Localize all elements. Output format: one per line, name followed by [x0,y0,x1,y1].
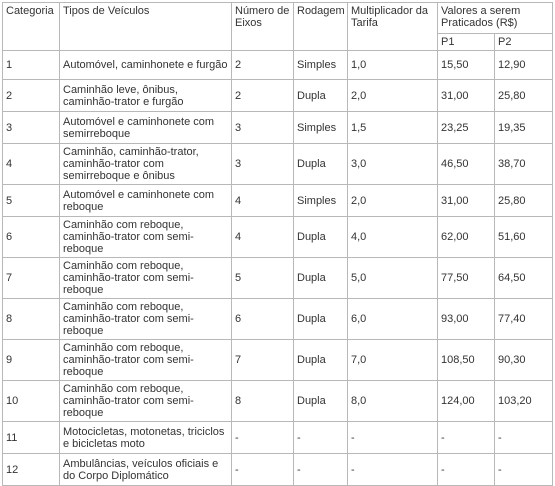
cell-p1: 31,00 [438,80,495,112]
table-row [3,80,553,112]
cell-p1: 108,50 [438,340,495,381]
cell-multiplicador: 4,0 [348,217,438,258]
cell-categoria: 3 [3,112,60,144]
cell-eixos: 3 [232,112,294,144]
cell-categoria: 10 [3,381,60,422]
table-row [3,454,553,486]
cell-tipo: Automóvel, caminhonete e furgão [60,51,232,80]
table-row [3,340,553,381]
cell-multiplicador: 2,0 [348,185,438,217]
cell-tipo: Automóvel e caminhonete com semirreboque [60,112,232,144]
cell-multiplicador: 5,0 [348,258,438,299]
cell-multiplicador: - [348,422,438,454]
cell-rodagem: Simples [294,185,348,217]
cell-eixos: 2 [232,51,294,80]
cell-rodagem: - [294,422,348,454]
cell-p1: 77,50 [438,258,495,299]
cell-tipo: Caminhão, caminhão-trator, caminhão-trator com semirreboque e ônibus [60,144,232,185]
cell-eixos: 6 [232,299,294,340]
cell-rodagem: Dupla [294,299,348,340]
header-multiplicador: Multiplicador da Tarifa [348,3,438,51]
cell-p2: 19,35 [495,112,553,144]
cell-p2: 51,60 [495,217,553,258]
cell-eixos: - [232,422,294,454]
cell-tipo: Automóvel e caminhonete com reboque [60,185,232,217]
cell-rodagem: - [294,454,348,486]
cell-p2: 90,30 [495,340,553,381]
cell-eixos: 8 [232,381,294,422]
cell-tipo: Caminhão com reboque, caminhão-trator com semi-reboque [60,258,232,299]
cell-eixos: 2 [232,80,294,112]
header-eixos: Número de Eixos [232,3,294,51]
cell-p2: 12,90 [495,51,553,80]
cell-eixos: 3 [232,144,294,185]
header-p1: P1 [438,34,495,51]
cell-p2: 38,70 [495,144,553,185]
cell-categoria: 2 [3,80,60,112]
cell-p2: 77,40 [495,299,553,340]
header-rodagem: Rodagem [294,3,348,51]
table-row [3,217,553,258]
cell-tipo: Ambulâncias, veículos oficiais e do Corpo Diplomático [60,454,232,486]
cell-p2: 25,80 [495,80,553,112]
cell-rodagem: Dupla [294,381,348,422]
cell-tipo: Motocicletas, motonetas, triciclos e bicicletas moto [60,422,232,454]
table-header [3,3,553,51]
cell-p1: 93,00 [438,299,495,340]
table-row [3,144,553,185]
cell-categoria: 9 [3,340,60,381]
cell-p2: 103,20 [495,381,553,422]
cell-tipo: Caminhão com reboque, caminhão-trator com semi-reboque [60,299,232,340]
cell-eixos: 4 [232,217,294,258]
cell-rodagem: Dupla [294,144,348,185]
cell-p1: 23,25 [438,112,495,144]
cell-p1: 15,50 [438,51,495,80]
cell-multiplicador: 3,0 [348,144,438,185]
cell-multiplicador: 6,0 [348,299,438,340]
table-row [3,381,553,422]
cell-tipo: Caminhão leve, ônibus, caminhão-trator e furgão [60,80,232,112]
table-row [3,258,553,299]
cell-multiplicador: 1,0 [348,51,438,80]
cell-eixos: 5 [232,258,294,299]
cell-multiplicador: 1,5 [348,112,438,144]
cell-p2: 64,50 [495,258,553,299]
cell-p2: 25,80 [495,185,553,217]
cell-rodagem: Simples [294,51,348,80]
cell-categoria: 11 [3,422,60,454]
table-row [3,422,553,454]
cell-eixos: - [232,454,294,486]
cell-tipo: Caminhão com reboque, caminhão-trator com semi-reboque [60,217,232,258]
cell-rodagem: Dupla [294,258,348,299]
cell-categoria: 5 [3,185,60,217]
cell-rodagem: Dupla [294,340,348,381]
cell-p2: - [495,454,553,486]
cell-multiplicador: 8,0 [348,381,438,422]
table-body [3,51,553,486]
cell-p1: 62,00 [438,217,495,258]
cell-p1: 46,50 [438,144,495,185]
cell-categoria: 7 [3,258,60,299]
table-row [3,51,553,80]
cell-multiplicador: 7,0 [348,340,438,381]
cell-eixos: 7 [232,340,294,381]
header-p2: P2 [495,34,553,51]
cell-p1: 124,00 [438,381,495,422]
cell-rodagem: Simples [294,112,348,144]
cell-tipo: Caminhão com reboque, caminhão-trator com semi-reboque [60,340,232,381]
cell-categoria: 8 [3,299,60,340]
table-row [3,299,553,340]
cell-categoria: 4 [3,144,60,185]
table-row [3,185,553,217]
table-row [3,112,553,144]
cell-p1: - [438,454,495,486]
cell-p1: - [438,422,495,454]
cell-p2: - [495,422,553,454]
cell-multiplicador: - [348,454,438,486]
cell-rodagem: Dupla [294,80,348,112]
cell-p1: 31,00 [438,185,495,217]
cell-eixos: 4 [232,185,294,217]
cell-categoria: 1 [3,51,60,80]
toll-rates-table [2,2,553,486]
cell-categoria: 12 [3,454,60,486]
cell-categoria: 6 [3,217,60,258]
header-categoria: Categoria [3,3,60,51]
cell-multiplicador: 2,0 [348,80,438,112]
cell-tipo: Caminhão com reboque, caminhão-trator com semi-reboque [60,381,232,422]
header-valores: Valores a serem Praticados (R$) [438,3,553,34]
header-tipos: Tipos de Veículos [60,3,232,51]
cell-rodagem: Dupla [294,217,348,258]
